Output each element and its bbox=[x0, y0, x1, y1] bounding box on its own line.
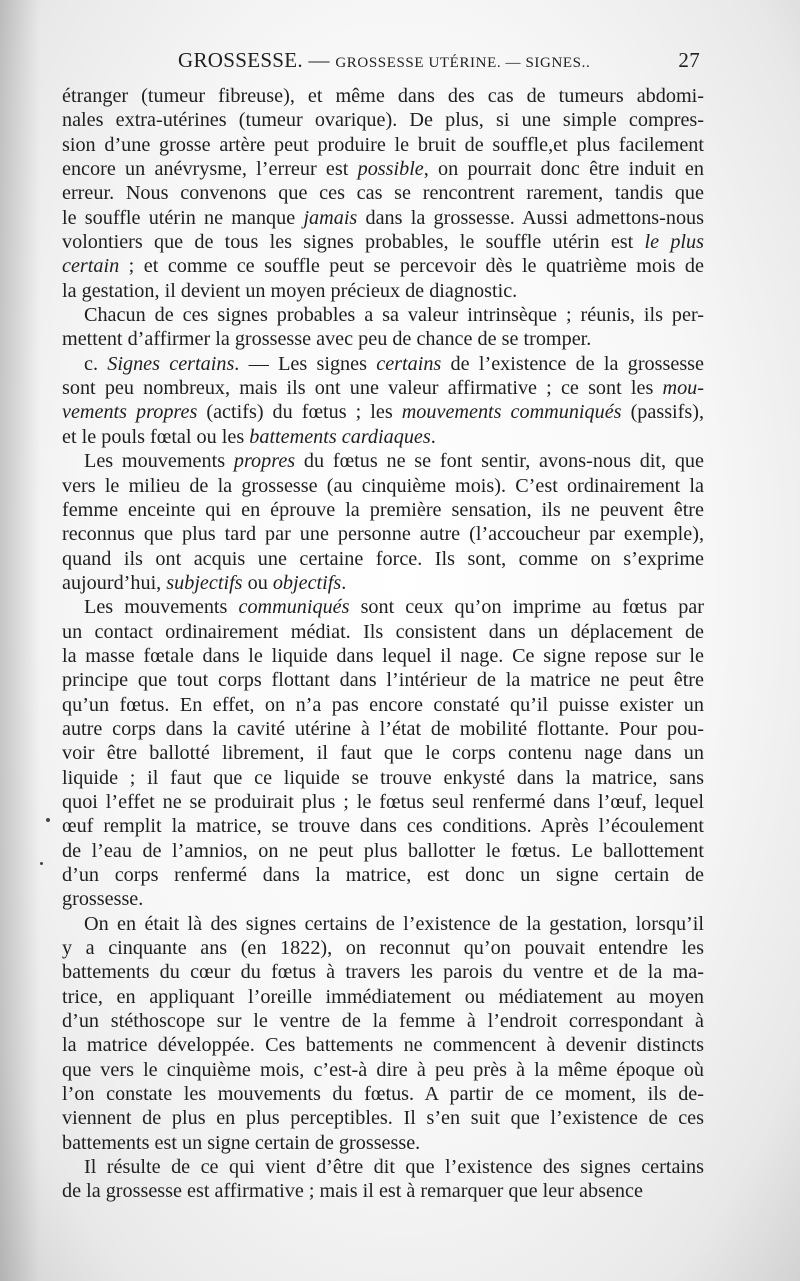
text-line: femme enceinte qui en éprouve la première sensation, ils ne peuvent être bbox=[62, 498, 704, 521]
text-line: œuf remplit la matrice, se trouve dans ces conditions. Après l’écoulement bbox=[62, 815, 704, 838]
text-line: y a cinquante ans (en 1822), on reconnut qu’on pouvait entendre les bbox=[62, 937, 704, 960]
text-line: aujourd’hui, subjectifs ou objectifs. bbox=[62, 571, 347, 594]
text-line: d’un corps renfermé dans la matrice, est donc un signe certain de bbox=[62, 864, 704, 886]
body-text bbox=[62, 84, 704, 1204]
text-line: erreur. Nous convenons que ces cas se rencontrent rarement, tandis que bbox=[62, 182, 704, 205]
text-line: autre corps dans la cavité utérine à l’état de mobilité flottante. Pour pou- bbox=[62, 717, 704, 740]
text-line: voir être ballotté librement, il faut que le corps contenu nage dans un bbox=[62, 742, 704, 765]
running-title bbox=[178, 48, 590, 73]
running-title-main: GROSSESSE. — bbox=[178, 48, 336, 72]
text-line: la masse fœtale dans le liquide dans lequel il nage. Ce signe repose sur le bbox=[62, 644, 704, 667]
page-number: 27 bbox=[678, 48, 700, 72]
paragraph bbox=[62, 449, 704, 595]
text-line: grossesse. bbox=[62, 888, 144, 911]
text-line: et le pouls fœtal ou les battements cardiaques. bbox=[62, 425, 436, 448]
text-line: sont peu nombreux, mais ils ont une valeur affirmative ; ce sont les mou- bbox=[62, 377, 704, 400]
text-line: un contact ordinairement médiat. Ils consistent dans un déplacement de bbox=[62, 620, 704, 643]
page-gutter-shadow bbox=[0, 0, 40, 1281]
text-line: certain ; et comme ce souffle peut se percevoir dès le quatrième mois de bbox=[62, 255, 704, 278]
text-line: volontiers que de tous les signes probables, le souffle utérin est le plus bbox=[62, 231, 704, 254]
text-line: On en était là des signes certains de l’existence de la gestation, lorsqu’il bbox=[84, 912, 704, 935]
text-line: encore un anévrysme, l’erreur est possible, on pourrait donc être induit en bbox=[62, 158, 704, 181]
text-line: la matrice développée. Ces battements ne commencent à devenir distincts bbox=[62, 1034, 704, 1057]
text-line: vers le milieu de la grossesse (au cinquième mois). C’est ordinairement la bbox=[62, 474, 704, 497]
text-line: nales extra-utérines (tumeur ovarique). De plus, si une simple compres- bbox=[62, 109, 704, 132]
text-line: mettent d’affirmer la grossesse avec peu de chance de se tromper. bbox=[62, 328, 592, 351]
text-line: l’on constate les mouvements du fœtus. A partir de ce moment, ils de- bbox=[62, 1083, 704, 1106]
paragraph bbox=[62, 84, 704, 303]
running-title-sub: GROSSESSE UTÉRINE. — SIGNES.. bbox=[335, 55, 591, 71]
paragraph bbox=[62, 912, 704, 1155]
text-line: étranger (tumeur fibreuse), et même dans des cas de tumeurs abdomi- bbox=[62, 85, 704, 107]
text-line: c. Signes certains. — Les signes certains de l’existence de la grossesse bbox=[84, 352, 704, 375]
text-line: viennent de plus en plus perceptibles. Il s’en suit que l’existence de ces bbox=[62, 1107, 704, 1130]
text-line: Il résulte de ce qui vient d’être dit que l’existence des signes certains bbox=[84, 1156, 704, 1179]
text-line: principe que tout corps flottant dans l’intérieur de la matrice ne peut être bbox=[62, 669, 704, 692]
running-header bbox=[62, 48, 704, 78]
text-line: la gestation, il devient un moyen précieux de diagnostic. bbox=[62, 279, 518, 302]
text-line: battements du cœur du fœtus à travers les parois du ventre et de la ma- bbox=[62, 961, 704, 984]
text-line: Les mouvements propres du fœtus ne se font sentir, avons-nous dit, que bbox=[84, 450, 704, 473]
text-line: d’un stéthoscope sur le ventre de la femme à l’endroit correspondant à bbox=[62, 1010, 704, 1033]
text-line: vements propres (actifs) du fœtus ; les mouvements communiqués (passifs), bbox=[62, 401, 705, 424]
text-line: de la grossesse est affirmative ; mais il est à remarquer que leur absence bbox=[62, 1180, 643, 1203]
text-line: qu’un fœtus. En effet, on n’a pas encore constaté qu’il puisse exister un bbox=[62, 693, 704, 716]
text-line: Les mouvements communiqués sont ceux qu’on imprime au fœtus par bbox=[84, 596, 704, 619]
text-line: trice, en appliquant l’oreille immédiatement ou médiatement au moyen bbox=[62, 985, 704, 1008]
text-line: Chacun de ces signes probables a sa valeur intrinsèque ; réunis, ils per- bbox=[84, 304, 704, 327]
text-line: reconnus que plus tard par une personne autre (l’accoucheur par exemple), bbox=[62, 523, 704, 546]
paragraph bbox=[62, 1155, 704, 1204]
text-line: sion d’une grosse artère peut produire le bruit de souffle,et plus facilement bbox=[62, 133, 704, 156]
paragraph bbox=[62, 352, 704, 449]
print-speck bbox=[46, 818, 50, 822]
paragraph bbox=[62, 595, 704, 911]
paragraph bbox=[62, 303, 704, 352]
text-line: que vers le cinquième mois, c’est-à dire à peu près à la même époque où bbox=[62, 1058, 704, 1081]
text-line: battements est un signe certain de grossesse. bbox=[62, 1131, 421, 1154]
text-line: quoi l’effet ne se produirait plus ; le fœtus seul renfermé dans l’œuf, lequel bbox=[62, 790, 704, 813]
text-line: liquide ; il faut que ce liquide se trouve enkysté dans la matrice, sans bbox=[62, 766, 704, 789]
text-line: le souffle utérin ne manque jamais dans la grossesse. Aussi admettons-nous bbox=[62, 206, 704, 229]
print-speck bbox=[40, 862, 43, 865]
text-line: de l’eau de l’amnios, on ne peut plus ballotter le fœtus. Le ballottement bbox=[62, 839, 704, 862]
text-line: quand ils ont acquis une certaine force. Ils sont, comme on s’exprime bbox=[62, 547, 704, 570]
